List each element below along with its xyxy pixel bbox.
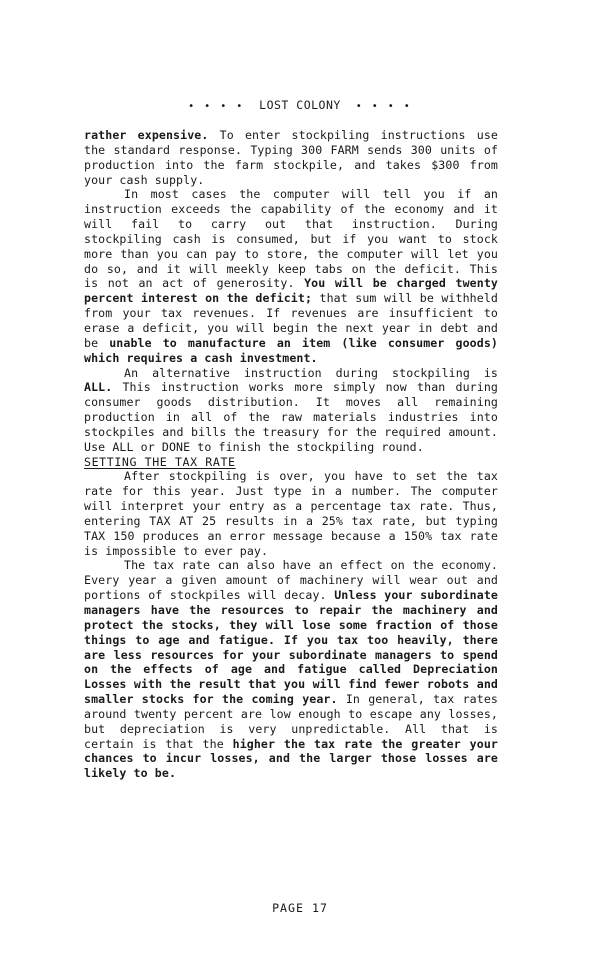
page-number: PAGE 17 [272, 901, 328, 915]
text-run: This instruction works more simply now than during consumer goods distribution. It moves all remaining production in all of the raw materials industries into stockpiles and bills the treasury for the required amount. Use ALL or DONE to finish the stockpiling round. [84, 380, 498, 454]
header-title: LOST COLONY [259, 98, 341, 112]
paragraph-2 [84, 187, 498, 365]
section-heading: SETTING THE TAX RATE [84, 454, 236, 469]
bold-text: rather expensive. [84, 128, 209, 142]
bold-text: higher the tax rate the greater your chances to incur losses, and the larger those losses are likely to be. [84, 736, 498, 781]
paragraph-3 [84, 366, 498, 455]
bold-text: ALL. [84, 380, 113, 395]
paragraph-1 [84, 128, 498, 187]
paragraph-5 [84, 558, 498, 781]
text-run: After stockpiling is over, you have to set the tax rate for this year. Just type in a number. The computer will interpret your entry as a percentage tax rate. Thus, entering TAX AT 25 results in a 25% tax rate, but typing TAX 150 produces an error message because a 150% tax rate is impossible to ever pay. [84, 469, 498, 558]
bold-text: unable to manufacture an item (like consumer goods) which requires a cash investment. [84, 335, 498, 365]
bold-text: Unless your subordinate managers have the resources to repair the machinery and protect the stocks, they will lose some fraction of those things to age and fatigue. If you tax too heavily, there are less resources for your subordinate managers to spend on the effects of age and fatigue called Depreciation Losses with the result that you will find fewer robots and smaller stocks for the coming year. [84, 588, 498, 707]
text-run: In most cases the computer will tell you if an instruction exceeds the capability of the economy and it will fail to carry out that instruction. During stockpiling cash is consumed, but if you want to stock more than you can pay to store, the computer will let you do so, and it will meekly keep tabs on the deficit. This is not an act of generosity. [84, 187, 498, 291]
header-bullets-left: • • • • [188, 101, 245, 112]
text-run: In general, tax rates around twenty percent are low enough to escape any losses, but depreciation is very unpredictable. All that is certain is that the [84, 692, 498, 751]
bold-text: You will be charged twenty percent interest on the deficit; [84, 276, 498, 306]
paragraph-4 [84, 469, 498, 558]
header-bullets-right: • • • • [355, 101, 412, 112]
text-run: that sum will be withheld from your tax revenues. If revenues are insufficient to erase a deficit, you will begin the next year in debt and be [84, 291, 498, 350]
text-run: The tax rate can also have an effect on the economy. Every year a given amount of machinery will wear out and portions of stockpiles will decay. [84, 558, 498, 603]
text-run: To enter stockpiling instructions use the standard response. Typing 300 FARM sends 300 units of production into the farm stockpile, and takes $300 from your cash supply. [84, 128, 498, 187]
running-header [0, 98, 600, 112]
text-run: An alternative instruction during stockpiling is [124, 365, 498, 380]
body-text [84, 128, 498, 781]
